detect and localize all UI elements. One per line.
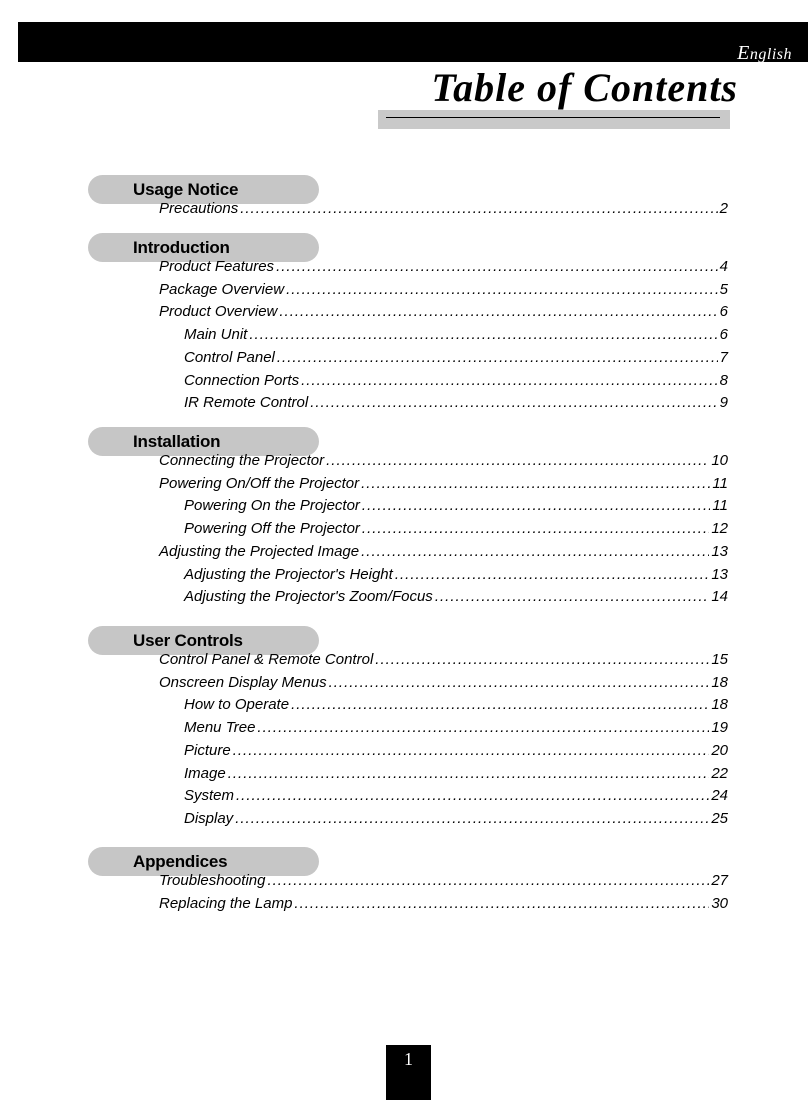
toc-entry[interactable] [159,451,728,471]
toc-entry-label: Main Unit [184,326,248,344]
dot-leader [235,809,709,829]
dot-leader [249,325,717,345]
toc-entry-page: 22 [711,764,728,782]
dot-leader [435,587,710,607]
dot-leader [228,764,710,784]
toc-entry-page: 27 [711,872,728,889]
toc-entry-label: Replacing the Lamp [159,894,293,912]
toc-entry-page: 2 [719,200,728,217]
toc-entry-page: 11 [712,497,728,515]
toc-entry[interactable] [159,871,728,891]
toc-entry-page: 30 [711,894,728,912]
toc-entry-label: Image [184,764,226,782]
dot-leader [326,451,709,471]
toc-entry-label: Control Panel & Remote Control [159,651,374,668]
toc-entry[interactable] [184,565,728,585]
toc-entry-page: 19 [711,719,728,737]
toc-entry-page: 13 [711,542,728,560]
toc-entry-page: 15 [711,651,728,668]
toc-entry-page: 24 [711,787,728,805]
toc-entry[interactable] [184,371,728,391]
dot-leader [310,393,717,413]
toc-entry[interactable] [184,587,728,607]
toc-entry[interactable] [184,519,728,539]
toc-entry[interactable] [184,325,728,345]
dot-leader [276,257,718,277]
section-title: Usage Notice [133,180,239,199]
section-title: User Controls [133,631,243,650]
dot-leader [236,786,709,806]
toc-entry[interactable] [159,474,728,494]
header-bar [18,22,808,62]
toc-entry-label: Control Panel [184,348,275,366]
dot-leader [375,650,709,670]
toc-entry[interactable] [159,650,728,670]
toc-entry-label: Connecting the Projector [159,452,325,469]
title-underline [378,110,730,129]
toc-entry-page: 10 [711,452,728,469]
toc-entry-page: 8 [719,371,728,389]
toc-entry[interactable] [184,695,728,715]
dot-leader [361,542,709,562]
toc-entry-page: 18 [711,673,728,691]
toc-entry-label: Onscreen Display Menus [159,673,327,691]
toc-entry-label: Product Overview [159,303,278,321]
dot-leader [329,673,710,693]
toc-entry[interactable] [184,809,728,829]
toc-entry[interactable] [184,718,728,738]
toc-entry-page: 13 [711,565,728,583]
toc-entry[interactable] [159,894,728,914]
toc-entry-label: Package Overview [159,280,285,298]
toc-entry[interactable] [184,393,728,413]
toc-entry-label: Powering On/Off the Projector [159,474,360,492]
toc-entry-page: 20 [711,741,728,759]
toc-entry-page: 18 [711,696,728,714]
dot-leader [257,718,709,738]
dot-leader [267,871,709,891]
page-number: 1 [386,1045,431,1100]
toc-entry[interactable] [184,741,728,761]
section-title: Installation [133,432,221,451]
toc-entry-label: Connection Ports [184,371,300,389]
toc-entry-label: Adjusting the Projected Image [159,542,360,560]
dot-leader [361,474,710,494]
toc-entry-page: 6 [719,303,728,321]
toc-entry-page: 25 [711,809,728,827]
toc-entry-label: Precautions [159,200,239,217]
toc-entry-page: 9 [719,394,728,412]
dot-leader [291,695,709,715]
toc-entry-label: Powering Off the Projector [184,520,360,538]
dot-leader [301,371,718,391]
dot-leader [362,519,709,539]
toc-entry-page: 11 [712,474,728,492]
toc-entry-label: System [184,787,235,805]
dot-leader [362,496,711,516]
toc-entry[interactable] [159,542,728,562]
page-title: Table of Contents [431,65,738,110]
toc-entry-label: Troubleshooting [159,872,266,889]
toc-entry[interactable] [184,496,728,516]
toc-entry[interactable] [184,348,728,368]
section-title: Introduction [133,238,230,257]
toc-entry-page: 14 [711,588,728,606]
toc-entry-label: Picture [184,741,231,759]
dot-leader [277,348,718,368]
toc-entry-page: 7 [719,348,728,366]
dot-leader [279,302,717,322]
toc-entry-page: 5 [719,280,728,298]
toc-entry-label: IR Remote Control [184,394,309,412]
toc-entry[interactable] [184,786,728,806]
dot-leader [395,565,710,585]
toc-entry-label: Menu Tree [184,719,256,737]
toc-entry-label: Adjusting the Projector's Height [184,565,393,583]
toc-entry-page: 12 [711,520,728,538]
toc-entry[interactable] [159,257,728,277]
toc-entry[interactable] [184,764,728,784]
toc-entry-page: 4 [719,258,728,275]
toc-entry-label: Product Features [159,258,275,275]
toc-entry-label: How to Operate [184,696,290,714]
toc-entry[interactable] [159,280,728,300]
language-label: English [737,42,792,64]
dot-leader [240,199,717,219]
dot-leader [294,894,709,914]
section-title: Appendices [133,852,228,871]
dot-leader [233,741,710,761]
toc-entry-label: Powering On the Projector [184,497,360,515]
toc-entry[interactable] [159,673,728,693]
toc-entry-page: 6 [719,326,728,344]
toc-entry-label: Adjusting the Projector's Zoom/Focus [184,588,433,606]
dot-leader [286,280,718,300]
toc-entry-label: Display [184,809,234,827]
toc-entry[interactable] [159,302,728,322]
toc-entry[interactable] [159,199,728,219]
